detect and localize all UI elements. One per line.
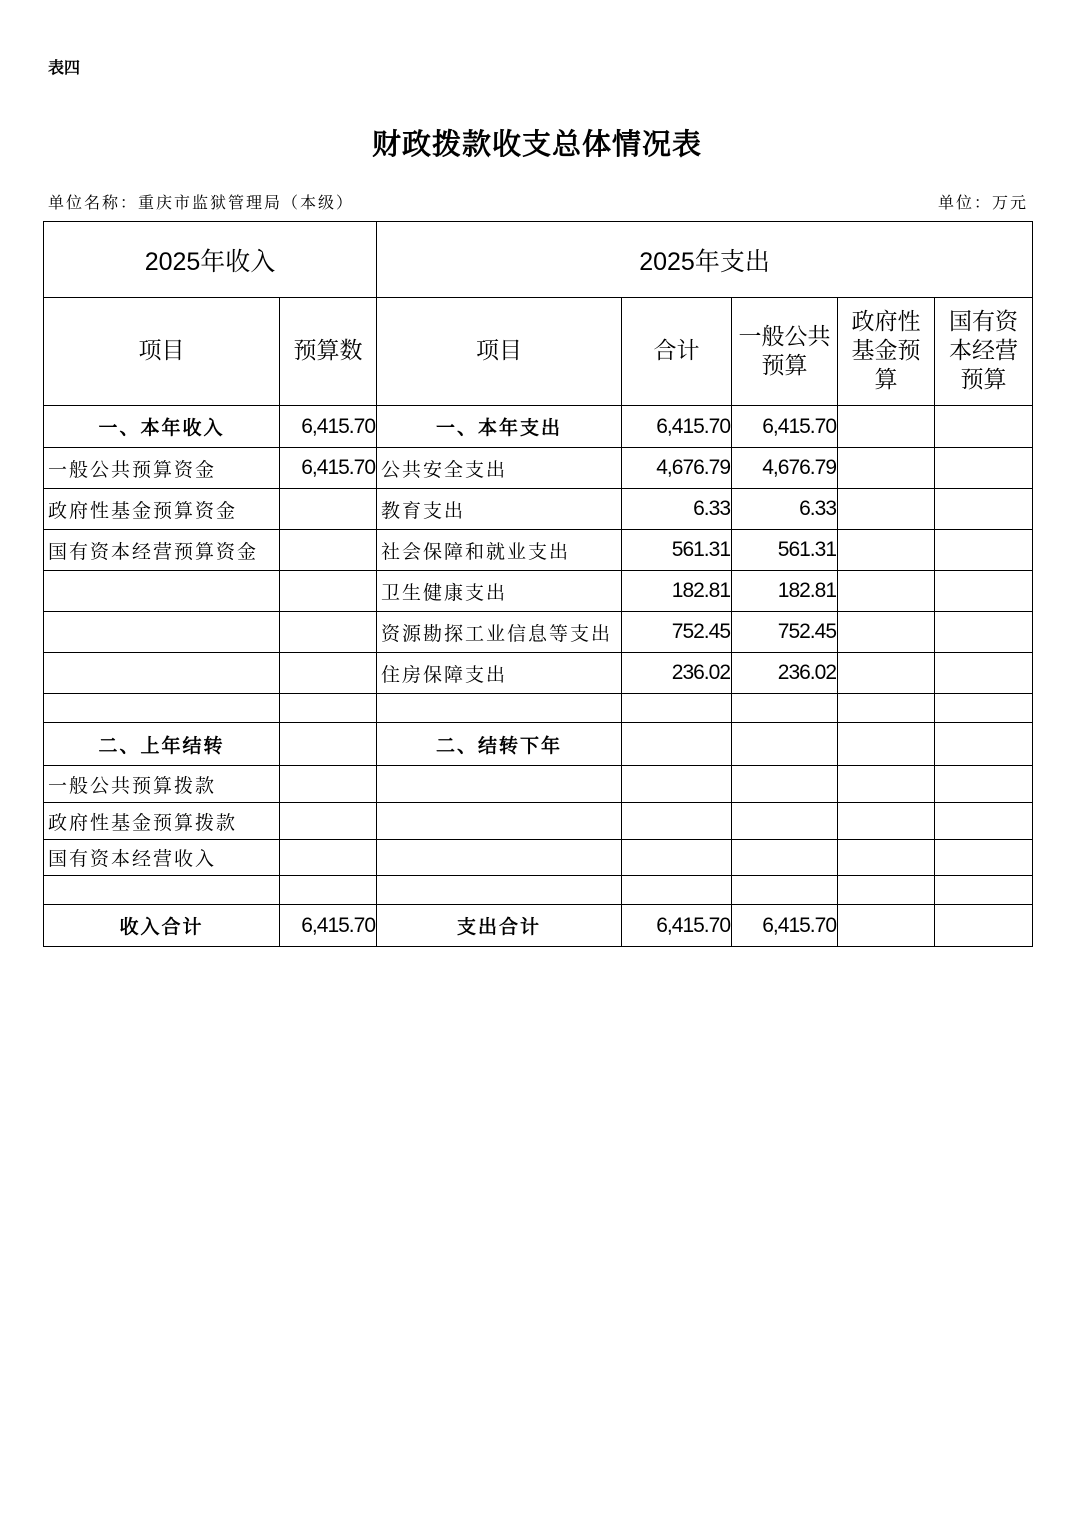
state-capital-cell [935,840,1033,876]
income-item-cell: 一般公共预算拨款 [44,766,280,803]
total-cell: 6.33 [622,489,732,530]
income-item-cell [44,612,280,653]
table-row [44,448,1033,489]
table-row [44,723,1033,766]
state-capital-cell [935,803,1033,840]
total-header: 合计 [622,298,732,406]
total-cell: 4,676.79 [622,448,732,489]
table-row [44,530,1033,571]
table-row [44,876,1033,905]
gov-fund-cell [838,406,935,448]
gov-fund-cell [838,876,935,905]
general-budget-cell: 6.33 [732,489,838,530]
gov-fund-cell [838,803,935,840]
table-row [44,803,1033,840]
income-value-cell [280,766,377,803]
table-row [44,840,1033,876]
income-item-header: 项目 [44,298,280,406]
state-capital-cell [935,905,1033,947]
income-group-header: 2025年收入 [44,222,377,298]
income-item-cell [44,653,280,694]
income-value-cell [280,694,377,723]
total-cell: 6,415.70 [622,905,732,947]
expense-item-header: 项目 [377,298,622,406]
gov-fund-cell [838,612,935,653]
state-capital-cell [935,723,1033,766]
total-cell [622,723,732,766]
table-row [44,766,1033,803]
income-value-cell [280,803,377,840]
gov-fund-cell [838,448,935,489]
income-value-cell: 6,415.70 [280,448,377,489]
income-item-cell: 政府性基金预算资金 [44,489,280,530]
income-value-cell: 6,415.70 [280,406,377,448]
state-capital-cell [935,876,1033,905]
gov-fund-cell [838,723,935,766]
income-item-cell: 二、上年结转 [44,723,280,766]
gov-fund-cell [838,694,935,723]
table-body [44,406,1033,947]
expense-item-cell [377,766,622,803]
general-budget-header: 一般公共预算 [732,298,838,406]
table-row [44,571,1033,612]
table-label: 表四 [48,58,81,77]
income-item-cell: 收入合计 [44,905,280,947]
state-capital-cell [935,489,1033,530]
total-cell: 236.02 [622,653,732,694]
table-row [44,612,1033,653]
income-value-cell [280,612,377,653]
general-budget-cell [732,723,838,766]
income-value-cell [280,489,377,530]
general-budget-cell [732,876,838,905]
gov-fund-cell [838,766,935,803]
income-item-cell: 一般公共预算资金 [44,448,280,489]
gov-fund-cell [838,840,935,876]
income-item-cell [44,571,280,612]
income-item-cell: 一、本年收入 [44,406,280,448]
table-row [44,653,1033,694]
gov-fund-cell [838,905,935,947]
general-budget-cell [732,803,838,840]
income-value-cell: 6,415.70 [280,905,377,947]
gov-fund-cell [838,489,935,530]
income-item-cell: 政府性基金预算拨款 [44,803,280,840]
table-row [44,694,1033,723]
state-capital-cell [935,406,1033,448]
total-cell [622,803,732,840]
state-capital-cell [935,571,1033,612]
general-budget-cell [732,694,838,723]
state-capital-cell [935,448,1033,489]
general-budget-cell [732,766,838,803]
expense-item-cell: 支出合计 [377,905,622,947]
state-capital-cell [935,694,1033,723]
general-budget-cell: 4,676.79 [732,448,838,489]
income-budget-header: 预算数 [280,298,377,406]
expense-item-cell: 二、结转下年 [377,723,622,766]
income-item-cell [44,694,280,723]
table-row [44,489,1033,530]
gov-fund-cell [838,653,935,694]
table-row [44,406,1033,448]
general-budget-cell: 6,415.70 [732,905,838,947]
table-row [44,905,1033,947]
total-cell [622,766,732,803]
income-value-cell [280,723,377,766]
expense-item-cell: 住房保障支出 [377,653,622,694]
unit-name: 单位名称：重庆市监狱管理局（本级） [48,193,355,212]
expense-item-cell [377,876,622,905]
income-item-cell: 国有资本经营预算资金 [44,530,280,571]
income-value-cell [280,876,377,905]
expense-item-cell [377,694,622,723]
total-cell: 6,415.70 [622,406,732,448]
income-item-cell: 国有资本经营收入 [44,840,280,876]
income-value-cell [280,653,377,694]
income-value-cell [280,530,377,571]
state-capital-cell [935,530,1033,571]
gov-fund-cell [838,530,935,571]
general-budget-cell: 236.02 [732,653,838,694]
expense-item-cell [377,840,622,876]
expense-item-cell: 卫生健康支出 [377,571,622,612]
gov-fund-budget-header: 政府性基金预算 [838,298,935,406]
total-cell [622,694,732,723]
expense-item-cell: 一、本年支出 [377,406,622,448]
income-value-cell [280,571,377,612]
state-capital-cell [935,653,1033,694]
general-budget-cell: 6,415.70 [732,406,838,448]
column-header-row [44,298,1033,406]
income-value-cell [280,840,377,876]
expense-item-cell: 社会保障和就业支出 [377,530,622,571]
total-cell: 561.31 [622,530,732,571]
total-cell: 752.45 [622,612,732,653]
state-capital-cell [935,612,1033,653]
expense-item-cell: 教育支出 [377,489,622,530]
total-cell: 182.81 [622,571,732,612]
general-budget-cell: 182.81 [732,571,838,612]
expense-group-header: 2025年支出 [377,222,1033,298]
total-cell [622,876,732,905]
income-item-cell [44,876,280,905]
state-capital-budget-header: 国有资本经营预算 [935,298,1033,406]
page-title: 财政拨款收支总体情况表 [371,127,702,161]
general-budget-cell: 752.45 [732,612,838,653]
expense-item-cell: 资源勘探工业信息等支出 [377,612,622,653]
currency-unit: 单位：万元 [937,193,1028,212]
state-capital-cell [935,766,1033,803]
expense-item-cell: 公共安全支出 [377,448,622,489]
finance-table [43,221,1033,947]
general-budget-cell [732,840,838,876]
total-cell [622,840,732,876]
gov-fund-cell [838,571,935,612]
group-header-row [44,222,1033,298]
expense-item-cell [377,803,622,840]
general-budget-cell: 561.31 [732,530,838,571]
